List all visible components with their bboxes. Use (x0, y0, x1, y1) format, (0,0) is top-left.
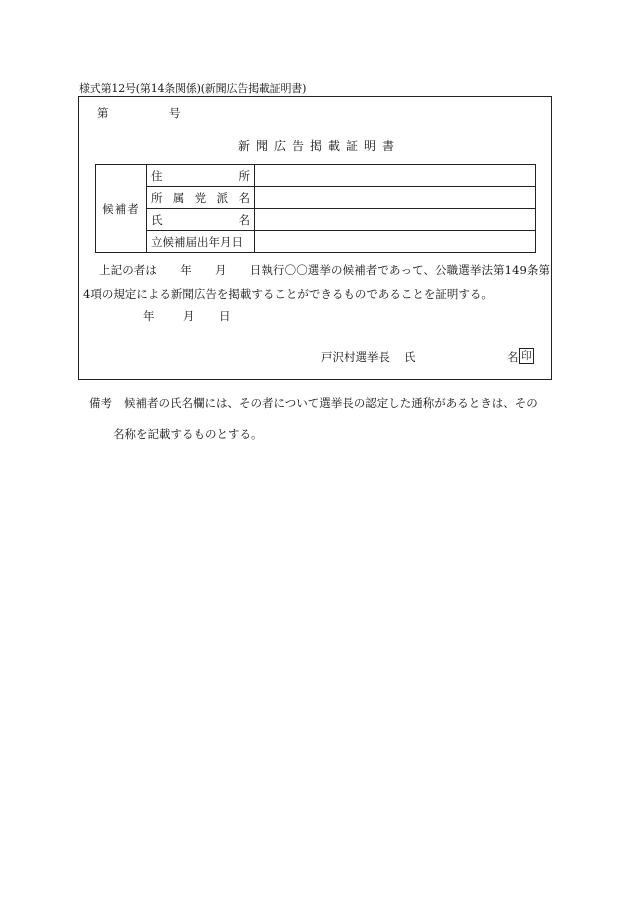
table-row (96, 209, 536, 231)
table-row (96, 231, 536, 253)
label-text: 立候補届出年月日 (151, 234, 243, 249)
form-label: 様式第12号(第14条関係)(新聞広告掲載証明書) (79, 82, 307, 95)
date-year: 年 (143, 309, 155, 323)
value-filing-date[interactable] (255, 231, 536, 253)
body-text-line2: 4項の規定による新聞広告を掲載することができるものであることを証明する。 (83, 287, 493, 301)
cert-number-go: 号 (169, 106, 181, 120)
label-filing-date (147, 231, 255, 253)
body-text-line1: 上記の者は 年 月 日執行〇〇選挙の候補者であって、公職選挙法第149条第 (99, 263, 551, 277)
label-address (147, 165, 255, 187)
label-party (147, 187, 255, 209)
note-line2: 名称を記載するものとする。 (113, 427, 263, 441)
value-party[interactable] (255, 187, 536, 209)
table-row (96, 165, 536, 187)
document-title: 新聞広告掲載証明書 (237, 139, 400, 153)
label-char: 属 (172, 190, 185, 205)
label-name (147, 209, 255, 231)
date-month: 月 (183, 309, 195, 323)
date-day: 日 (219, 309, 231, 323)
value-name[interactable] (255, 209, 536, 231)
label-char: 氏 (151, 212, 163, 227)
candidate-table (95, 164, 536, 253)
label-char: 党 (194, 190, 207, 205)
label-char: 名 (238, 190, 250, 205)
candidate-row-header: 候補者 (96, 165, 147, 253)
label-char: 派 (216, 190, 229, 205)
seal-box: 印 (519, 348, 534, 364)
issuer-shi: 氏 (404, 350, 416, 364)
issuer-na: 名 (507, 350, 519, 364)
label-char: 所 (151, 190, 163, 205)
label-char: 所 (238, 168, 250, 183)
note-head: 備考 (89, 396, 112, 410)
table-row (96, 187, 536, 209)
label-char: 名 (238, 212, 250, 227)
certificate-frame (78, 96, 552, 380)
issuer-title: 戸沢村選挙長 (321, 350, 390, 364)
label-char: 住 (151, 168, 163, 183)
value-address[interactable] (255, 165, 536, 187)
note-line1: 候補者の氏名欄には、その者について選挙長の認定した通称があるときは、その (124, 396, 538, 410)
cert-number-dai: 第 (97, 106, 109, 120)
